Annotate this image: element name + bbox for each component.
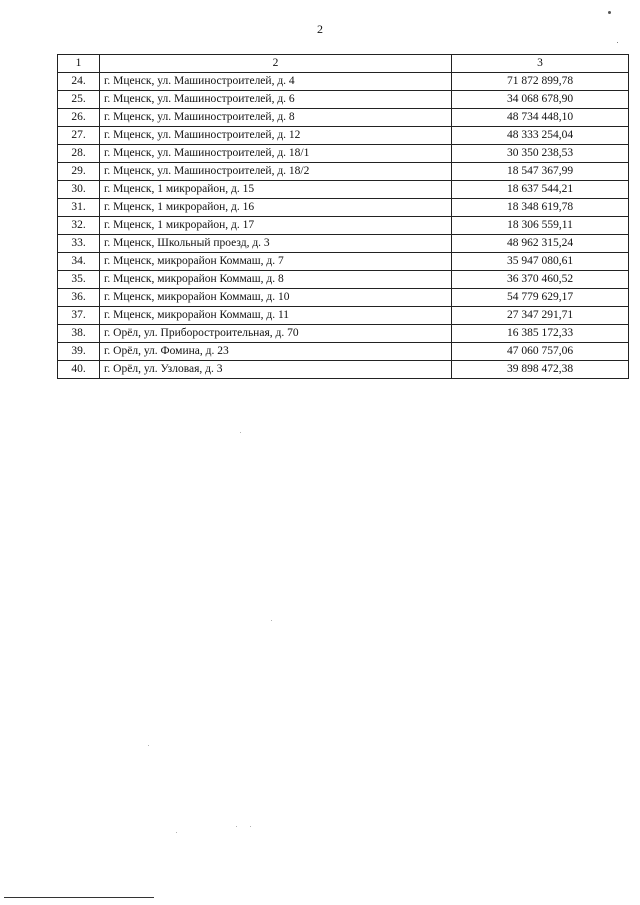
row-amount: 39 898 472,38 [452, 361, 629, 379]
row-number: 33. [58, 235, 100, 253]
row-amount: 71 872 899,78 [452, 73, 629, 91]
row-address: г. Мценск, ул. Машиностроителей, д. 6 [100, 91, 452, 109]
table-row [58, 271, 629, 289]
table-row [58, 253, 629, 271]
table-header [58, 55, 629, 73]
page-number: 2 [317, 22, 323, 36]
row-number: 39. [58, 343, 100, 361]
row-amount: 16 385 172,33 [452, 325, 629, 343]
row-address: г. Орёл, ул. Фомина, д. 23 [100, 343, 452, 361]
table-row [58, 163, 629, 181]
scan-speck [271, 620, 272, 621]
table-header-row [58, 55, 629, 73]
row-amount: 35 947 080,61 [452, 253, 629, 271]
scan-speck [148, 745, 149, 746]
table-row [58, 181, 629, 199]
table-row [58, 307, 629, 325]
row-address: г. Орёл, ул. Приборостроительная, д. 70 [100, 325, 452, 343]
row-amount: 48 734 448,10 [452, 109, 629, 127]
row-number: 29. [58, 163, 100, 181]
row-address: г. Мценск, ул. Машиностроителей, д. 18/1 [100, 145, 452, 163]
row-number: 27. [58, 127, 100, 145]
row-amount: 47 060 757,06 [452, 343, 629, 361]
scan-speck [176, 832, 177, 833]
row-number: 35. [58, 271, 100, 289]
row-amount: 34 068 678,90 [452, 91, 629, 109]
table-row [58, 289, 629, 307]
row-address: г. Орёл, ул. Узловая, д. 3 [100, 361, 452, 379]
scan-speck [608, 11, 611, 14]
table-row [58, 109, 629, 127]
row-amount: 27 347 291,71 [452, 307, 629, 325]
row-number: 25. [58, 91, 100, 109]
row-amount: 36 370 460,52 [452, 271, 629, 289]
row-amount: 48 333 254,04 [452, 127, 629, 145]
row-number: 30. [58, 181, 100, 199]
row-address: г. Мценск, ул. Машиностроителей, д. 8 [100, 109, 452, 127]
scan-speck [236, 826, 237, 827]
column-header-2: 2 [100, 55, 452, 73]
row-address: г. Мценск, микрорайон Коммаш, д. 10 [100, 289, 452, 307]
scan-speck [250, 826, 251, 827]
row-number: 40. [58, 361, 100, 379]
row-address: г. Мценск, ул. Машиностроителей, д. 18/2 [100, 163, 452, 181]
row-address: г. Мценск, микрорайон Коммаш, д. 8 [100, 271, 452, 289]
row-address: г. Мценск, Школьный проезд, д. 3 [100, 235, 452, 253]
table-row [58, 91, 629, 109]
row-number: 24. [58, 73, 100, 91]
table-body [58, 73, 629, 379]
column-header-3: 3 [452, 55, 629, 73]
row-number: 26. [58, 109, 100, 127]
row-address: г. Мценск, микрорайон Коммаш, д. 7 [100, 253, 452, 271]
footer-rule [4, 897, 154, 898]
row-amount: 18 348 619,78 [452, 199, 629, 217]
table-row [58, 325, 629, 343]
table-row [58, 217, 629, 235]
table-row [58, 361, 629, 379]
row-amount: 54 779 629,17 [452, 289, 629, 307]
row-number: 32. [58, 217, 100, 235]
row-address: г. Мценск, 1 микрорайон, д. 15 [100, 181, 452, 199]
row-address: г. Мценск, ул. Машиностроителей, д. 12 [100, 127, 452, 145]
row-number: 37. [58, 307, 100, 325]
table-row [58, 343, 629, 361]
row-address: г. Мценск, 1 микрорайон, д. 16 [100, 199, 452, 217]
column-header-1: 1 [58, 55, 100, 73]
scan-speck [240, 432, 241, 433]
table-row [58, 145, 629, 163]
row-number: 31. [58, 199, 100, 217]
row-address: г. Мценск, микрорайон Коммаш, д. 11 [100, 307, 452, 325]
row-number: 36. [58, 289, 100, 307]
table-row [58, 199, 629, 217]
table-row [58, 235, 629, 253]
scan-speck [617, 42, 618, 43]
row-address: г. Мценск, ул. Машиностроителей, д. 4 [100, 73, 452, 91]
table-row [58, 73, 629, 91]
table-row [58, 127, 629, 145]
row-amount: 48 962 315,24 [452, 235, 629, 253]
row-number: 34. [58, 253, 100, 271]
row-amount: 18 547 367,99 [452, 163, 629, 181]
row-number: 38. [58, 325, 100, 343]
row-address: г. Мценск, 1 микрорайон, д. 17 [100, 217, 452, 235]
register-table [57, 54, 629, 379]
row-amount: 18 637 544,21 [452, 181, 629, 199]
row-amount: 18 306 559,11 [452, 217, 629, 235]
row-amount: 30 350 238,53 [452, 145, 629, 163]
row-number: 28. [58, 145, 100, 163]
